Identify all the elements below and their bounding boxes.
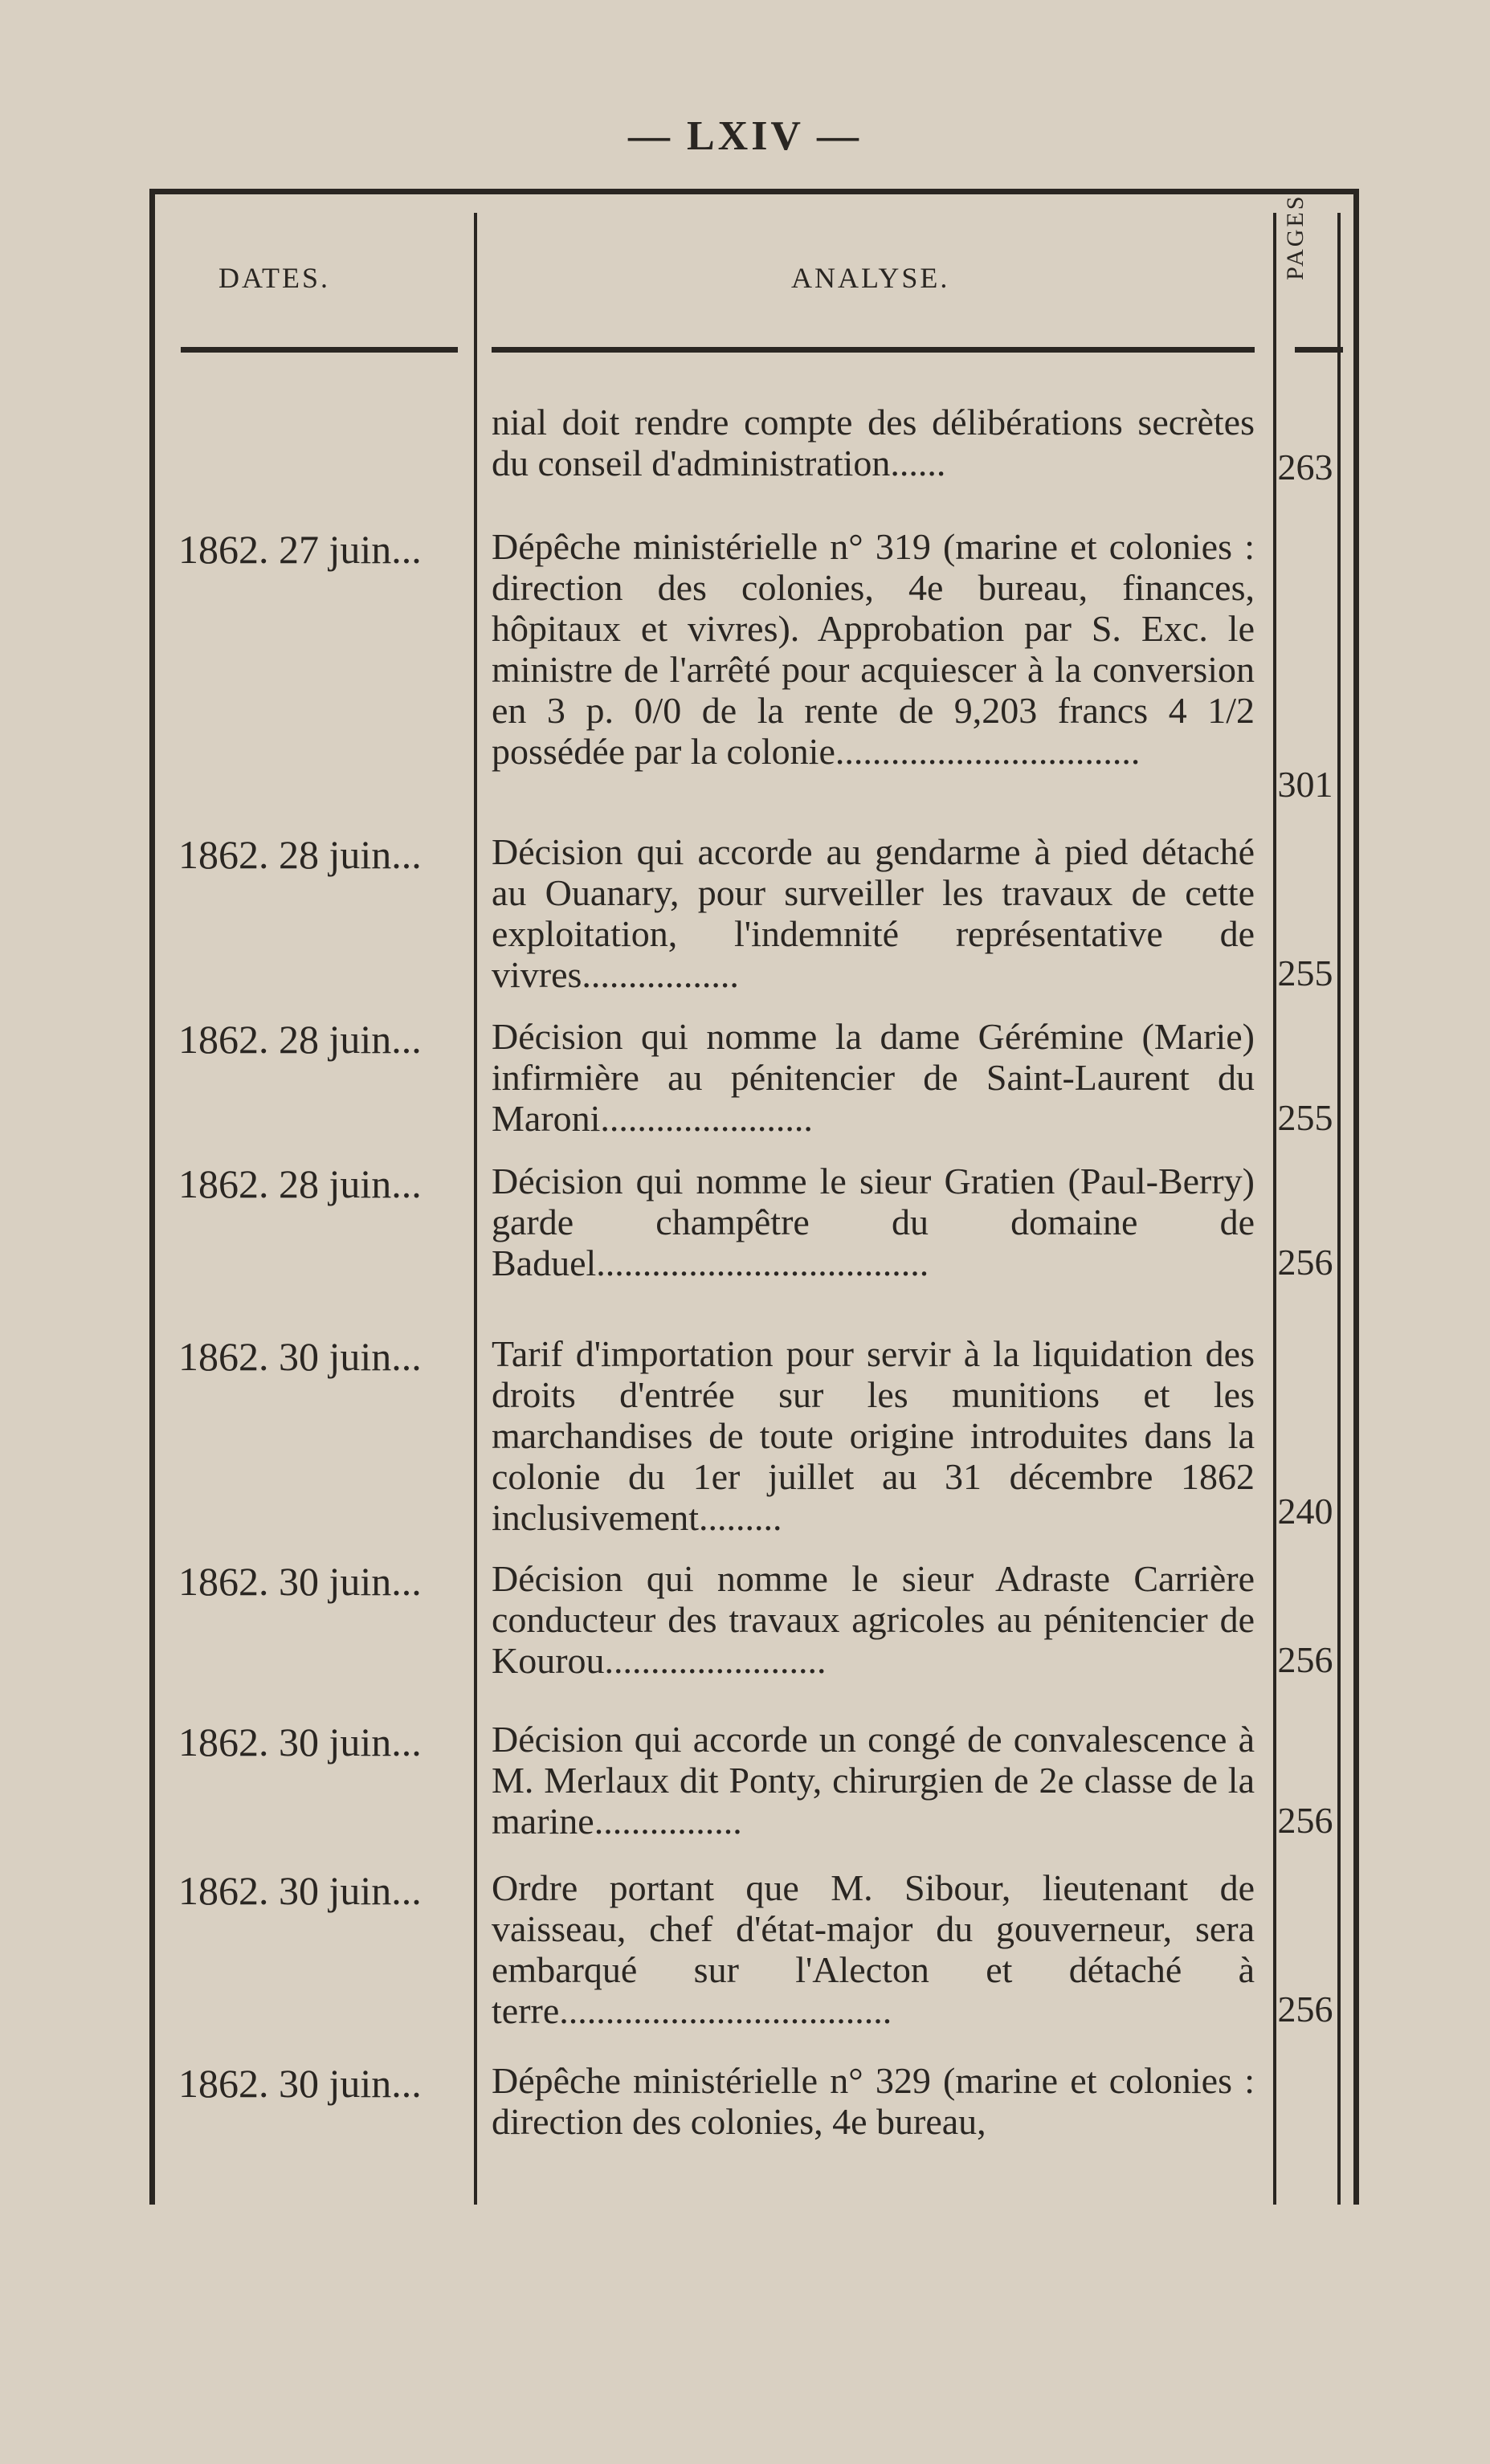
entry-date: 1862. 30 juin... — [178, 1868, 422, 1913]
entry-page: 256 — [1277, 1800, 1333, 1841]
entry-page: 301 — [1277, 764, 1333, 805]
entry-page: 240 — [1277, 1491, 1333, 1532]
entry-date: 1862. 28 juin... — [178, 1161, 422, 1206]
entry-date: 1862. 30 juin... — [178, 1719, 422, 1764]
entry-page: 255 — [1277, 1097, 1333, 1138]
header-analyse: ANALYSE. — [791, 262, 950, 294]
entry-date: 1862. 30 juin... — [178, 2061, 422, 2106]
entry-page: 255 — [1277, 953, 1333, 993]
entry-text: Tarif d'importation pour servir à la liquidation des droits d'entrée sur les munitions et les marchandises de toute origine introduites dans la colonie du 1er juillet au 31 décembre 1862 inclusivement......... — [492, 1333, 1255, 1538]
page-number: — LXIV — — [627, 113, 863, 159]
entry-page: 256 — [1277, 1989, 1333, 2030]
header-pages: PAGES. — [1282, 186, 1308, 280]
entry-text: Décision qui accorde au gendarme à pied détaché au Ouanary, pour surveiller les travaux de cette exploitation, l'indemnité représentative de vivres................. — [492, 831, 1255, 995]
entry-page: 256 — [1277, 1639, 1333, 1680]
entry-date: 1862. 28 juin... — [178, 832, 422, 877]
entry-page: 263 — [1277, 447, 1333, 487]
header-dates: DATES. — [218, 262, 331, 294]
entry-page: 256 — [1277, 1242, 1333, 1283]
entry-text: Décision qui nomme la dame Gérémine (Marie) infirmière au pénitencier de Saint-Laurent du Maroni....................... — [492, 1016, 1255, 1139]
entry-text: Ordre portant que M. Sibour, lieutenant de vaisseau, chef d'état-major du gouverneur, sera embarqué sur l'Alecton et détaché à terre.................................... — [492, 1867, 1255, 2031]
entry-date: 1862. 30 juin... — [178, 1559, 422, 1604]
entry-text: Dépêche ministérielle n° 319 (marine et colonies : direction des colonies, 4e bureau, finances, hôpitaux et vivres). Approbation par S. Exc. le ministre de l'arrêté pour acquiescer à la conversion en 3 p. 0/0 de la rente de 9,203 francs 4 1/2 possédée par la colonie................................. — [492, 526, 1255, 772]
entry-text: Décision qui accorde un congé de convalescence à M. Merlaux dit Ponty, chirurgien de 2e classe de la marine................ — [492, 1719, 1255, 1842]
entry-text: Décision qui nomme le sieur Gratien (Paul-Berry) garde champêtre du domaine de Baduel.................................... — [492, 1161, 1255, 1283]
entry-date: 1862. 28 juin... — [178, 1017, 422, 1062]
entry-text: nial doit rendre compte des délibérations secrètes du conseil d'administration...... — [492, 402, 1255, 483]
entry-date: 1862. 27 juin... — [178, 527, 422, 572]
entry-date: 1862. 30 juin... — [178, 1334, 422, 1379]
entry-text: Dépêche ministérielle n° 329 (marine et colonies : direction des colonies, 4e bureau, — [492, 2060, 1255, 2142]
entry-text: Décision qui nomme le sieur Adraste Carrière conducteur des travaux agricoles au pénitencier de Kourou........................ — [492, 1558, 1255, 1681]
